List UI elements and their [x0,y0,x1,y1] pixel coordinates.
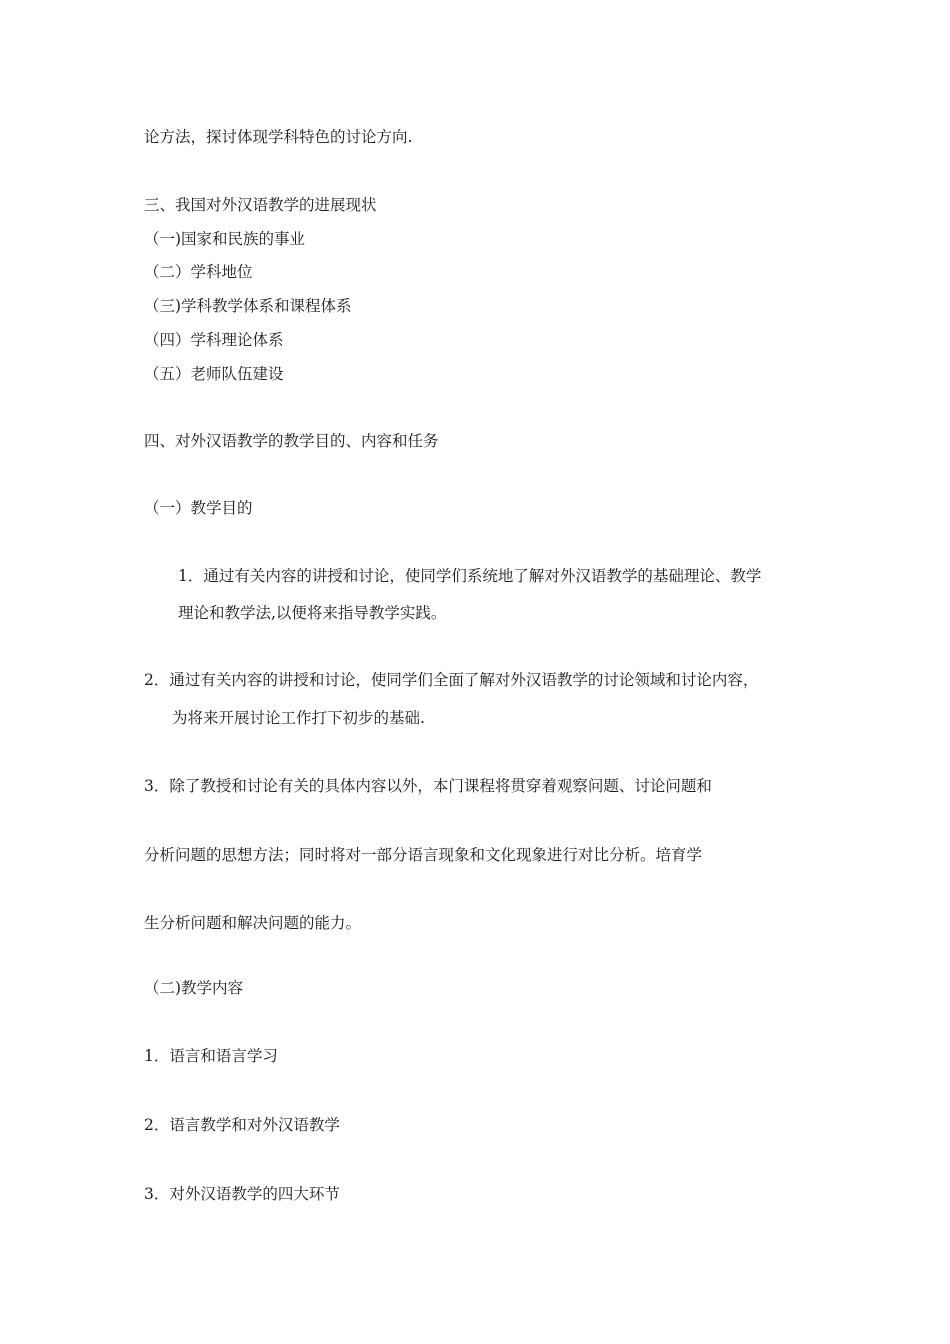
section-4-heading: 四、对外汉语教学的教学目的、内容和任务 [144,432,439,450]
content-item: 1．语言和语言学习 [144,1047,278,1065]
section-3-item: （三)学科教学体系和课程体系 [144,297,352,315]
content-heading: （二)教学内容 [144,979,244,997]
section-3-heading: 三、我国对外汉语教学的进展现状 [144,196,377,214]
goals-heading: （一）教学目的 [144,499,253,517]
section-3-item: （二）学科地位 [144,263,253,281]
section-3-item: （一)国家和民族的事业 [144,230,306,248]
intro-tail: 论方法，探讨体现学科特色的讨论方向. [144,128,413,146]
section-3-item: （五）老师队伍建设 [144,365,284,383]
goal-3-line-1: 3．除了教授和讨论有关的具体内容以外，本门课程将贯穿着观察问题、讨论问题和 [144,777,712,795]
section-3-item: （四）学科理论体系 [144,331,284,349]
goal-2-line-2: 为将来开展讨论工作打下初步的基础. [172,709,425,727]
goal-1-line-2: 理论和教学法,以便将来指导教学实践。 [178,604,447,622]
goal-3-line-3: 生分析问题和解决问题的能力。 [144,914,362,932]
goal-2-line-1: 2．通过有关内容的讲授和讨论，使同学们全面了解对外汉语教学的讨论领域和讨论内容， [144,671,759,689]
goal-3-line-2: 分析问题的思想方法；同时将对一部分语言现象和文化现象进行对比分析。培育学 [144,846,703,864]
goal-1-line-1: 1．通过有关内容的讲授和讨论，使同学们系统地了解对外汉语教学的基础理论、教学 [178,567,762,585]
content-item: 2．语言教学和对外汉语教学 [144,1116,340,1134]
content-item: 3．对外汉语教学的四大环节 [144,1185,340,1203]
